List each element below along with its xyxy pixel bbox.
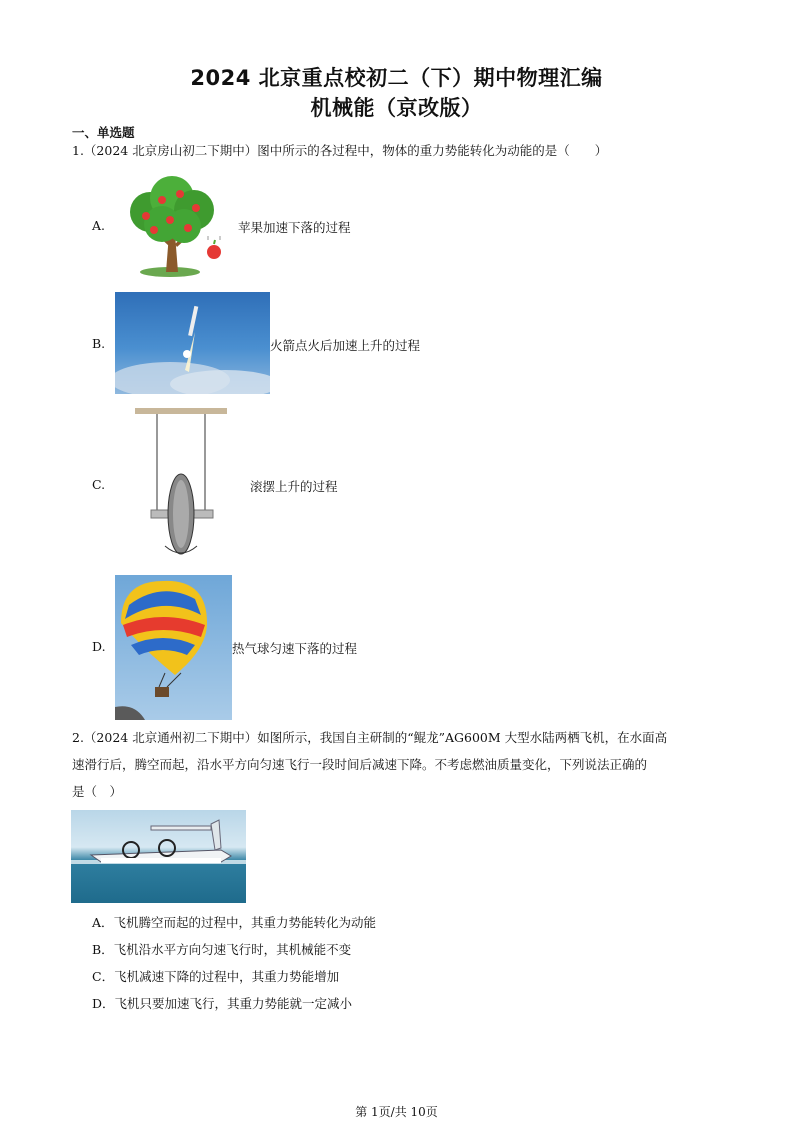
q1-option-c-letter: C. — [92, 477, 106, 492]
document-title: 2024 北京重点校初二（下）期中物理汇编 — [190, 66, 603, 90]
q1-option-c-text: 滚摆上升的过程 — [250, 479, 338, 494]
q2-choice-d: D．飞机只要加速飞行，其重力势能就一定减小 — [92, 996, 353, 1011]
q1-option-b-letter: B. — [92, 336, 106, 351]
page-footer: 第 1页/共 10页 — [355, 1105, 438, 1119]
q1-option-a-letter: A. — [92, 218, 106, 233]
apple-tree-image — [122, 176, 232, 278]
q1-option-b-text: 火箭点火后加速上升的过程 — [270, 338, 421, 353]
question-2-line-1: 2.（2024 北京通州初二下期中）如图所示，我国自主研制的“鲲龙”AG600M 大型水陆两栖飞机，在水面高 — [72, 730, 668, 745]
q1-option-d-letter: D. — [92, 639, 106, 654]
document-subtitle: 机械能（京改版） — [310, 96, 483, 120]
question-2-line-3: 是（ ） — [72, 784, 123, 799]
question-2-line-2: 速滑行后，腾空而起，沿水平方向匀速飞行一段时间后减速下降。不考虑燃油质量变化，下列说法正确的 — [72, 757, 648, 772]
section-heading: 一、单选题 — [72, 125, 135, 140]
hot-air-balloon-image — [115, 575, 232, 720]
seaplane-image — [71, 810, 246, 903]
maxwell-pendulum-image — [135, 406, 231, 564]
q1-option-a-text: 苹果加速下落的过程 — [238, 220, 351, 235]
rocket-launch-image — [115, 292, 270, 394]
q1-option-d-text: 热气球匀速下落的过程 — [232, 641, 358, 656]
question-1-stem: 1.（2024 北京房山初二下期中）图中所示的各过程中，物体的重力势能转化为动能的是（ ） — [72, 143, 608, 158]
q2-choice-a: A．飞机腾空而起的过程中，其重力势能转化为动能 — [92, 915, 377, 930]
q2-choice-c: C．飞机减速下降的过程中，其重力势能增加 — [92, 969, 340, 984]
q2-choice-b: B．飞机沿水平方向匀速飞行时，其机械能不变 — [92, 942, 352, 957]
